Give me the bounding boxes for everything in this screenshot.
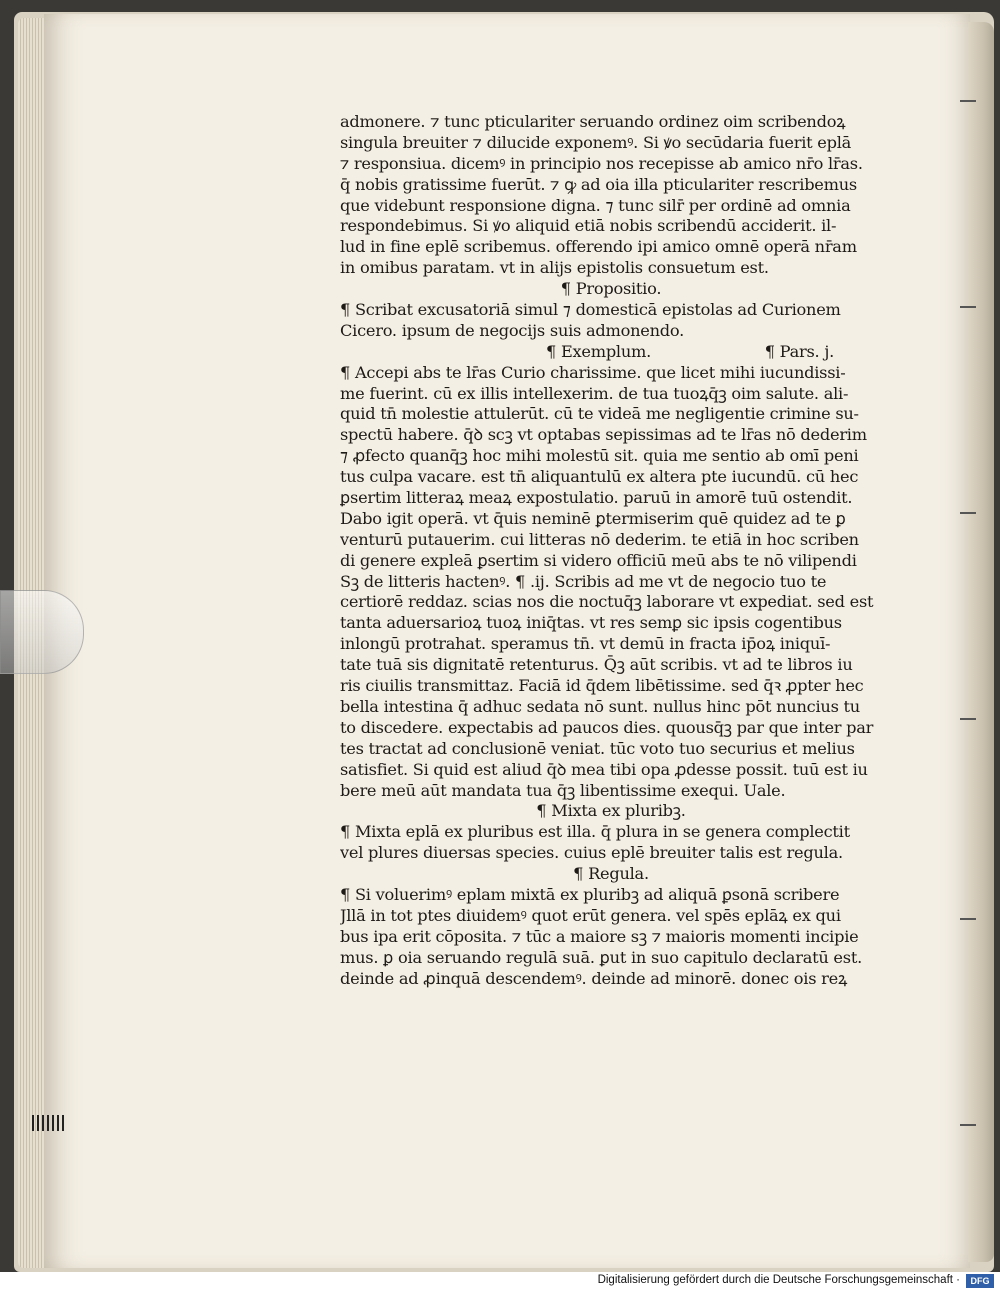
text-line: ¶ Scribat excusatoriā simul ⁊ domesticā epistolas ad Curionem <box>340 300 841 320</box>
text-line: tanta aduersarioꝝ tuoꝝ iniq̄tas. vt res semꝑ sic ipsis cogentibus <box>340 613 842 633</box>
text-line: quid tn̄ molestie attulerūt. cū te videā me negligentie crimine su- <box>340 404 859 424</box>
text-line: que videbunt responsione digna. ⁊ tunc silr̄ per ordinē ad omnia <box>340 195 851 215</box>
exemplum-paragraph <box>340 363 882 802</box>
text-line: bus ipa erit cōposita. ⁊ tūc a maiore sꝫ ⁊ maioris momenti incipie <box>340 926 859 946</box>
text-line: venturū putauerim. cui litteras nō dederim. te etiā in hoc scriben <box>340 529 859 549</box>
exemplum-heading: ¶ Exemplum. <box>546 341 652 361</box>
binding-stitch <box>960 718 976 720</box>
propositio-heading: ¶ Propositio. <box>560 279 662 299</box>
text-line: respondebimus. Si ꝟo aliquid etiā nobis scribendū acciderit. il- <box>340 216 837 236</box>
scale-marks <box>32 1115 64 1131</box>
page-clip <box>0 590 84 674</box>
text-line: ⁊ ꝓfecto quanq̄ꝫ hoc mihi molestū sit. quia me sentio ab omī peni <box>340 446 859 466</box>
binding-stitch <box>960 100 976 102</box>
text-line: deinde ad ꝓinquā descendemꝰ. deinde ad minorē. donec ois reꝝ <box>340 968 848 988</box>
text-line: certiorē reddaz. scias nos die noctuq̄ꝫ laborare vt expediat. sed est <box>340 592 874 612</box>
main-text <box>340 112 882 989</box>
mixta-heading: ¶ Mixta ex pluribꝫ. <box>536 801 686 821</box>
text-line: me fuerint. cū ex illis intellexerim. de tua tuoꝝq̄ꝫ oim salute. ali- <box>340 383 849 403</box>
text-line: lud in fine eplē scribemus. offerendo ipi amico omnē operā nr̄am <box>340 237 857 257</box>
text-line: bella intestina q̄ adhuc sedata nō sunt. nullus hinc pōt nuncius tu <box>340 696 860 716</box>
text-line: ¶ Accepi abs te lr̄as Curio charissime. que licet mihi iucundissi- <box>340 362 846 382</box>
footer-bar <box>0 1272 1000 1291</box>
text-line: vel plures diuersas species. cuius eplē breuiter talis est regula. <box>340 843 843 863</box>
text-line: to discedere. expectabis ad paucos dies. quousq̄ꝫ par que inter par <box>340 717 874 737</box>
dfg-logo: DFG <box>966 1274 994 1288</box>
text-line: admonere. ⁊ tunc pticulariter seruando ordinez oim scribendoꝝ <box>340 112 846 131</box>
text-line: tes tractat ad conclusionē veniat. tūc voto tuo securius et melius <box>340 738 855 758</box>
text-line: di genere expleā ꝑsertim si videro officiū meū abs te nō vilipendi <box>340 550 857 570</box>
text-line: satisfiet. Si quid est aliud q̄ꝺ mea tibi opa ꝓdesse possit. tuū est iu <box>340 759 868 779</box>
regula-paragraph <box>340 885 882 989</box>
text-line: mus. ꝑ oia seruando regulā suā. ꝑut in suo capitulo declaratū est. <box>340 947 862 967</box>
text-line: q̄ nobis gratissime fuerūt. ⁊ ꝙ ad oia illa pticulariter rescribemus <box>340 174 857 194</box>
binding-stitch <box>960 306 976 308</box>
binding-stitch <box>960 512 976 514</box>
text-line: Dabo igit operā. vt q̄uis neminē ꝑtermiserim quē quidez ad te ꝑ <box>340 508 846 528</box>
text-line: Sꝫ de litteris hactenꝰ. ¶ .ij. Scribis ad me vt de negocio tuo te <box>340 571 827 591</box>
text-line: spectū habere. q̄ꝺ scꝫ vt optabas sepissimas ad te lr̄as nō dederim <box>340 425 867 445</box>
text-line: inlongū protrahat. speramus tn̄. vt demū in fracta ip̄oꝝ iniquī- <box>340 634 831 654</box>
text-line: Jllā in tot ptes diuidemꝰ quot erūt genera. vel spēs eplāꝝ ex qui <box>340 905 841 925</box>
text-line: in omibus paratam. vt in alijs epistolis consuetum est. <box>340 258 769 278</box>
intro-paragraph <box>340 112 882 279</box>
binding-stitch <box>960 1124 976 1126</box>
text-line: ¶ Mixta eplā ex pluribus est illa. q̄ plura in se genera complectit <box>340 822 850 842</box>
text-line: bere meū aūt mandata tua q̄ꝫ libentissime exequi. Uale. <box>340 780 786 800</box>
binding-stitch <box>960 918 976 920</box>
exemplum-heading-row <box>340 342 882 363</box>
regula-heading: ¶ Regula. <box>573 864 649 884</box>
pars-label: ¶ Pars. j. <box>764 341 834 361</box>
text-line: ⁊ responsiua. dicemꝰ in principio nos recepisse ab amico nr̄o lr̄as. <box>340 153 863 173</box>
text-line: ꝑsertim litteraꝝ meaꝝ expostulatio. paruū in amorē tuū ostendit. <box>340 488 853 508</box>
text-line: Cicero. ipsum de negocijs suis admonendo. <box>340 320 685 340</box>
text-line: singula breuiter ⁊ dilucide exponemꝰ. Si ꝟo secūdaria fuerit eplā <box>340 132 852 152</box>
text-line: ¶ Si voluerimꝰ eplam mixtā ex pluribꝫ ad aliquā ꝑsonā scribere <box>340 884 840 904</box>
text-line: tate tuā sis dignitatē retenturus. Q̄ꝫ aūt scribis. vt ad te libros iu <box>340 655 853 675</box>
funding-credit: Digitalisierung gefördert durch die Deutsche Forschungsgemeinschaft · <box>597 1274 960 1286</box>
text-line: ris ciuilis transmittaz. Faciā id q̄dem libētissime. sed q̄ꝛ ꝓpter hec <box>340 676 864 696</box>
text-line: tus culpa vacare. est tn̄ aliquantulū ex altera pte iucundū. cū hec <box>340 467 859 487</box>
page-edge-right <box>968 22 994 1262</box>
